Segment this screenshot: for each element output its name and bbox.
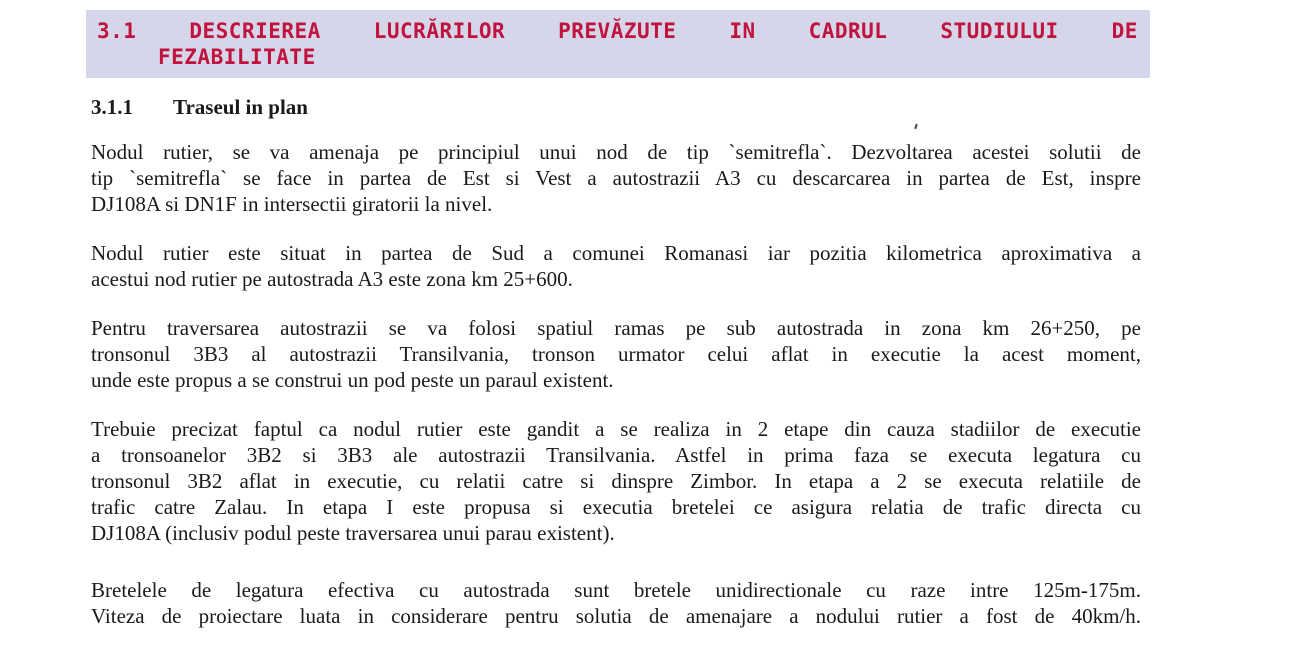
paragraph-line: trafic catre Zalau. In etapa I este propusa si executia bretelei ce asigura relatia de trafic directa cu <box>91 495 1141 519</box>
paragraph-line: tronsonul 3B2 aflat in executie, cu relatii catre si dinspre Zimbor. In etapa a 2 se executa relatiile de <box>91 469 1141 493</box>
paragraph-line: tronsonul 3B3 al autostrazii Transilvania, tronson urmator celui aflat in executie la acest moment, <box>91 342 1141 366</box>
section-title-word: DE <box>1111 19 1138 43</box>
paragraph-line: Pentru traversarea autostrazii se va folosi spatiul ramas pe sub autostrada in zona km 26+250, pe <box>91 316 1141 340</box>
paragraph-line: Bretelele de legatura efectiva cu autostrada sunt bretele unidirectionale cu raze intre 125m-175m. <box>91 578 1141 602</box>
paragraph-line: a tronsoanelor 3B2 si 3B3 ale autostrazii Transilvania. Astfel in prima faza se executa legatura cu <box>91 443 1141 467</box>
paragraph-4 <box>91 416 1141 546</box>
paragraph-line: DJ108A (inclusiv podul peste traversarea unui parau existent). <box>91 521 615 545</box>
section-title-line-2: FEZABILITATE <box>158 45 316 69</box>
section-title-word: DESCRIEREA <box>189 19 321 43</box>
section-number: 3.1 <box>97 19 137 43</box>
paragraph-line: Nodul rutier, se va amenaja pe principiul unui nod de tip `semitrefla`. Dezvoltarea acestei solutii de <box>91 140 1141 164</box>
paragraph-line: tip `semitrefla` se face in partea de Est si Vest a autostrazii A3 cu descarcarea in partea de Est, inspre <box>91 166 1141 190</box>
section-title-word: LUCRĂRILOR <box>373 19 506 43</box>
section-title-word: PREVĂZUTE <box>558 19 677 43</box>
scan-speck <box>914 124 918 129</box>
paragraph-line: Trebuie precizat faptul ca nodul rutier este gandit a se realiza in 2 etape din cauza stadiilor de executie <box>91 417 1141 441</box>
section-heading <box>86 10 1150 78</box>
paragraph-2 <box>91 240 1141 292</box>
subsection-title: Traseul in plan <box>173 95 308 119</box>
section-title-word: IN <box>729 19 756 43</box>
section-title-word: STUDIULUI <box>940 19 1059 43</box>
subsection-number: 3.1.1 <box>91 95 133 119</box>
paragraph-line: Viteza de proiectare luata in considerare pentru solutia de amenajare a nodului rutier a fost de 40km/h. <box>91 604 1141 628</box>
paragraph-1 <box>91 139 1141 217</box>
paragraph-3 <box>91 315 1141 393</box>
paragraph-5 <box>91 577 1141 629</box>
subsection-heading <box>91 94 308 120</box>
paragraph-line: unde este propus a se construi un pod peste un paraul existent. <box>91 368 614 392</box>
section-title-word: CADRUL <box>808 19 888 43</box>
section-heading-line-1 <box>97 18 1138 44</box>
paragraph-line: Nodul rutier este situat in partea de Sud a comunei Romanasi iar pozitia kilometrica aproximativa a <box>91 241 1141 265</box>
paragraph-line: DJ108A si DN1F in intersectii giratorii la nivel. <box>91 192 493 216</box>
paragraph-line: acestui nod rutier pe autostrada A3 este zona km 25+600. <box>91 267 573 291</box>
